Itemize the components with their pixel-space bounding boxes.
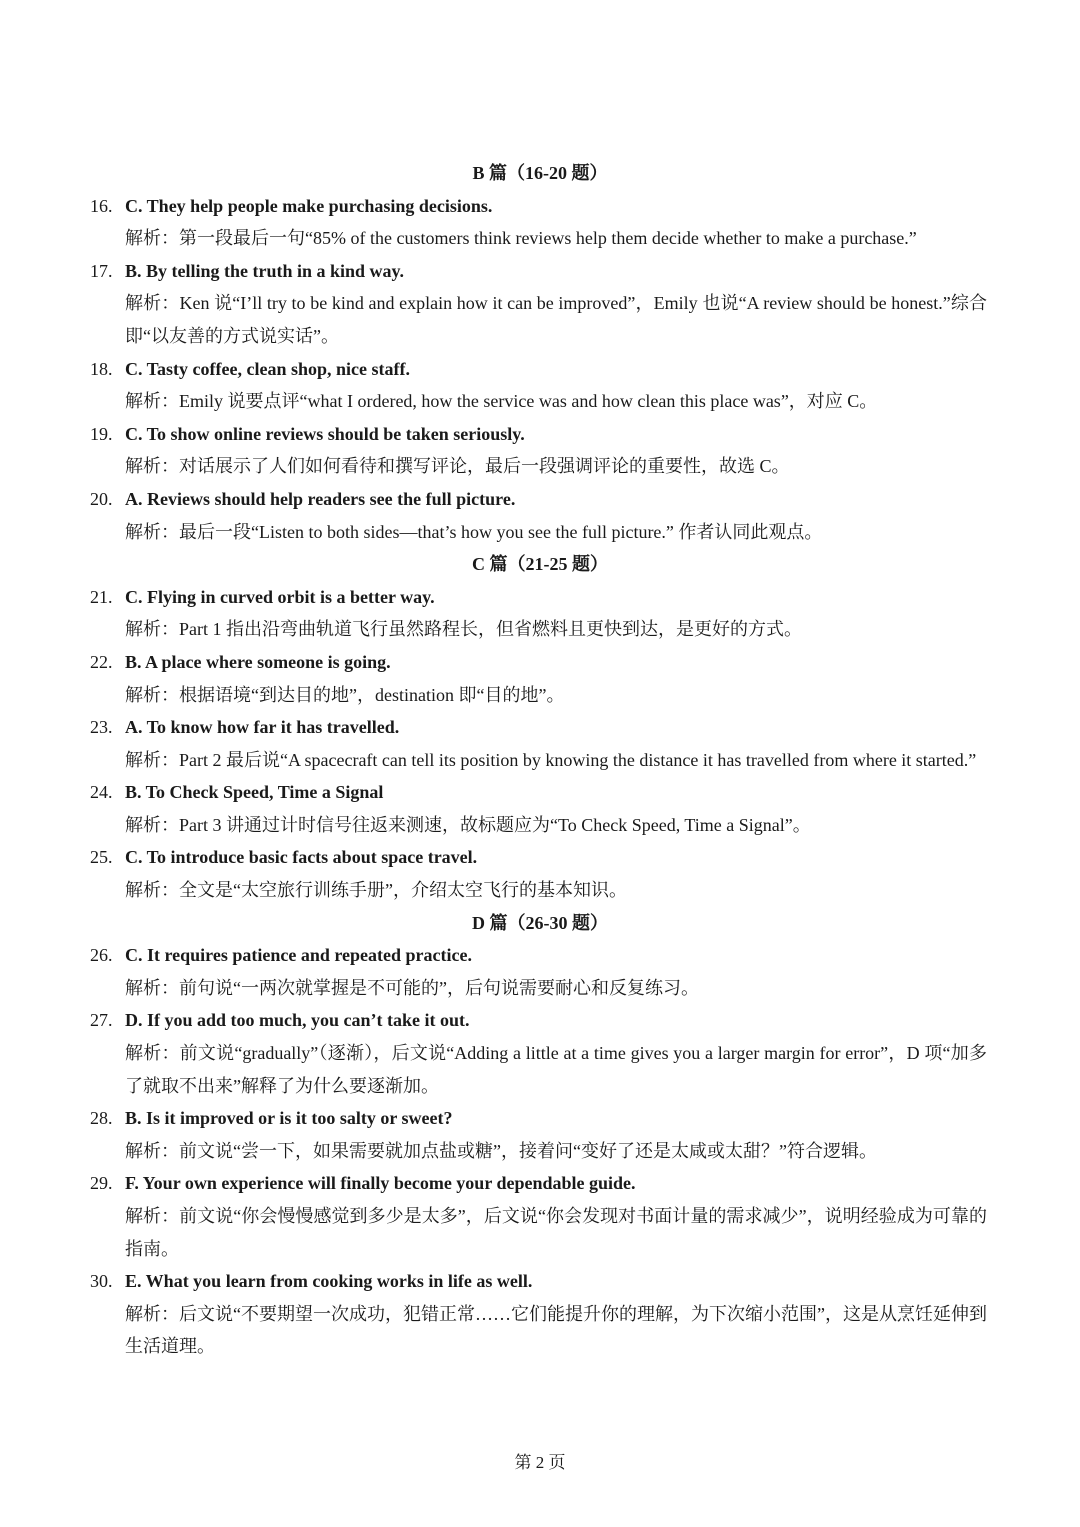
question-number: 26. bbox=[90, 945, 113, 966]
question-number: 24. bbox=[90, 782, 113, 803]
explanation-text: 第一段最后一句“85% of the customers think reviews help them decide whether to make a purchase.” bbox=[179, 228, 917, 249]
explanation bbox=[125, 385, 987, 418]
explanation-text: 全文是“太空旅行训练手册”，介绍太空飞行的基本知识。 bbox=[179, 880, 627, 901]
explanation bbox=[125, 222, 987, 255]
answer-line bbox=[0, 255, 1080, 288]
answer-line bbox=[0, 581, 1080, 614]
explanation bbox=[125, 450, 987, 483]
explanation-text: 前文说“gradually”（逐渐），后文说“Adding a little at a time gives you a larger margin for error”，D 项“加多了就取不出来”解释了为什么要逐渐加。 bbox=[125, 1043, 987, 1096]
answer-text: B. By telling the truth in a kind way. bbox=[125, 260, 405, 281]
explanation-text: Part 2 最后说“A spacecraft can tell its position by knowing the distance it has travelled from where it started.” bbox=[179, 749, 977, 770]
answer-line bbox=[0, 711, 1080, 744]
explanation-text: 根据语境“到达目的地”，destination 即“目的地”。 bbox=[179, 684, 565, 705]
explanation-label: 解析： bbox=[125, 1043, 180, 1064]
answer-item bbox=[0, 353, 1080, 418]
answer-line bbox=[0, 353, 1080, 386]
explanation bbox=[125, 287, 987, 352]
explanation bbox=[125, 874, 987, 907]
answer-line bbox=[0, 939, 1080, 972]
answer-text: C. Flying in curved orbit is a better way. bbox=[125, 586, 435, 607]
question-number: 30. bbox=[90, 1271, 113, 1292]
explanation-text: 前句说“一两次就掌握是不可能的”，后句说需要耐心和反复练习。 bbox=[179, 977, 699, 998]
explanation-label: 解析： bbox=[125, 228, 179, 249]
answer-text: C. Tasty coffee, clean shop, nice staff. bbox=[125, 358, 410, 379]
answer-item bbox=[0, 776, 1080, 841]
explanation-text: Emily 说要点评“what I ordered, how the service was and how clean this place was”，对应 C。 bbox=[179, 391, 878, 412]
explanation bbox=[125, 809, 987, 842]
explanation-label: 解析： bbox=[125, 749, 179, 770]
question-number: 25. bbox=[90, 847, 113, 868]
explanation-text: 前文说“尝一下，如果需要就加点盐或糖”，接着问“变好了还是太咸或太甜？”符合逻辑。 bbox=[179, 1140, 877, 1161]
answer-line bbox=[0, 418, 1080, 451]
question-number: 29. bbox=[90, 1173, 113, 1194]
explanation-text: Ken 说“I’ll try to be kind and explain how it can be improved”，Emily 也说“A review should be honest.”综合即“以友善的方式说实话”。 bbox=[125, 293, 988, 346]
explanation bbox=[125, 972, 987, 1005]
answer-item bbox=[0, 255, 1080, 353]
explanation bbox=[125, 1200, 987, 1265]
question-number: 22. bbox=[90, 651, 113, 672]
explanation bbox=[125, 1135, 987, 1168]
answer-line bbox=[0, 483, 1080, 516]
answer-text: B. To Check Speed, Time a Signal bbox=[125, 782, 384, 803]
explanation-label: 解析： bbox=[125, 619, 179, 640]
explanation-text: 后文说“不要期望一次成功，犯错正常……它们能提升你的理解，为下次缩小范围”，这是从烹饪延伸到生活道理。 bbox=[125, 1303, 988, 1357]
explanation bbox=[125, 1298, 987, 1363]
answer-item bbox=[0, 711, 1080, 776]
answer-line bbox=[0, 646, 1080, 679]
answer-item bbox=[0, 841, 1080, 906]
answer-text: C. It requires patience and repeated practice. bbox=[125, 945, 472, 966]
section-title: C 篇（21-25 题） bbox=[472, 554, 608, 575]
answer-line bbox=[0, 1265, 1080, 1298]
answer-text: B. A place where someone is going. bbox=[125, 651, 391, 672]
question-number: 23. bbox=[90, 717, 113, 738]
answer-item bbox=[0, 418, 1080, 483]
answer-item bbox=[0, 190, 1080, 255]
explanation-text: 最后一段“Listen to both sides—that’s how you see the full picture.” 作者认同此观点。 bbox=[179, 521, 823, 542]
explanation-text: 前文说“你会慢慢感觉到多少是太多”，后文说“你会发现对书面计量的需求减少”，说明经验成为可靠的指南。 bbox=[125, 1206, 987, 1259]
answer-text: C. To introduce basic facts about space travel. bbox=[125, 847, 478, 868]
answer-item bbox=[0, 483, 1080, 548]
explanation-text: 对话展示了人们如何看待和撰写评论，最后一段强调评论的重要性，故选 C。 bbox=[179, 456, 790, 477]
answer-text: C. They help people make purchasing decisions. bbox=[125, 195, 493, 216]
page-number: 第 2 页 bbox=[514, 1453, 566, 1472]
answer-text: E. What you learn from cooking works in life as well. bbox=[125, 1271, 533, 1292]
question-number: 18. bbox=[90, 358, 113, 379]
explanation-label: 解析： bbox=[125, 880, 179, 901]
answer-item bbox=[0, 1167, 1080, 1265]
explanation bbox=[125, 1037, 987, 1102]
answer-item bbox=[0, 581, 1080, 646]
explanation bbox=[125, 613, 987, 646]
answer-line bbox=[0, 190, 1080, 223]
answer-key-content bbox=[0, 157, 1080, 1363]
answer-line bbox=[0, 841, 1080, 874]
answer-text: F. Your own experience will finally become your dependable guide. bbox=[125, 1173, 636, 1194]
explanation-text: Part 1 指出沿弯曲轨道飞行虽然路程长，但省燃料且更快到达，是更好的方式。 bbox=[179, 619, 802, 640]
explanation-label: 解析： bbox=[125, 1303, 180, 1324]
explanation-text: Part 3 讲通过计时信号往返来测速，故标题应为“To Check Speed, Time a Signal”。 bbox=[179, 814, 811, 835]
answer-line bbox=[0, 1004, 1080, 1037]
explanation-label: 解析： bbox=[125, 684, 179, 705]
question-number: 19. bbox=[90, 423, 113, 444]
explanation-label: 解析： bbox=[125, 293, 180, 314]
answer-item bbox=[0, 1102, 1080, 1167]
answer-item bbox=[0, 1004, 1080, 1102]
answer-item bbox=[0, 646, 1080, 711]
answer-text: A. To know how far it has travelled. bbox=[125, 717, 400, 738]
explanation bbox=[125, 744, 987, 777]
answer-text: C. To show online reviews should be taken seriously. bbox=[125, 423, 525, 444]
section-title: D 篇（26-30 题） bbox=[472, 912, 608, 933]
answer-item bbox=[0, 1265, 1080, 1363]
explanation bbox=[125, 679, 987, 712]
answer-line bbox=[0, 776, 1080, 809]
explanation-label: 解析： bbox=[125, 521, 179, 542]
section-title: B 篇（16-20 题） bbox=[472, 163, 608, 183]
explanation bbox=[125, 516, 987, 549]
explanation-label: 解析： bbox=[125, 456, 179, 477]
explanation-label: 解析： bbox=[125, 814, 179, 835]
explanation-label: 解析： bbox=[125, 977, 179, 998]
explanation-label: 解析： bbox=[125, 1206, 180, 1226]
explanation-label: 解析： bbox=[125, 1140, 179, 1161]
answer-line bbox=[0, 1102, 1080, 1135]
answer-text: B. Is it improved or is it too salty or sweet? bbox=[125, 1108, 453, 1129]
answer-line bbox=[0, 1167, 1080, 1200]
question-number: 20. bbox=[90, 488, 113, 509]
answer-item bbox=[0, 939, 1080, 1004]
question-number: 28. bbox=[90, 1108, 113, 1129]
question-number: 16. bbox=[90, 195, 113, 216]
answer-text: D. If you add too much, you can’t take it out. bbox=[125, 1010, 470, 1031]
question-number: 21. bbox=[90, 586, 113, 607]
explanation-label: 解析： bbox=[125, 391, 179, 412]
answer-text: A. Reviews should help readers see the full picture. bbox=[125, 488, 516, 509]
question-number: 27. bbox=[90, 1010, 113, 1031]
question-number: 17. bbox=[90, 260, 113, 281]
